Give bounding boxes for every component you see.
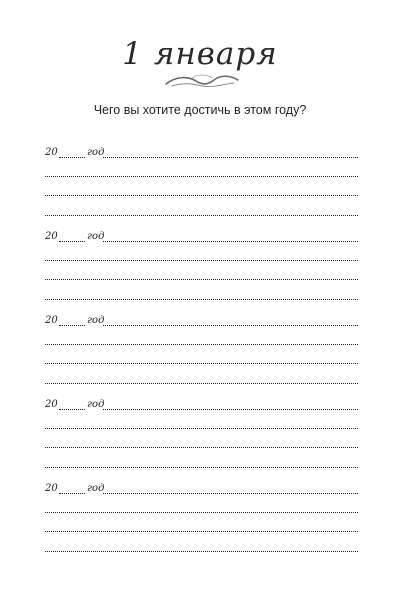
year-blank-line[interactable] <box>59 241 85 242</box>
answer-line[interactable] <box>45 344 358 345</box>
year-row <box>45 313 358 327</box>
decorative-flourish-icon <box>162 72 242 90</box>
answer-line[interactable] <box>103 493 358 494</box>
answer-line[interactable] <box>45 363 358 364</box>
answer-line[interactable] <box>45 447 358 448</box>
page-title: 1 января <box>122 36 278 72</box>
year-blank-line[interactable] <box>59 325 85 326</box>
answer-line[interactable] <box>45 215 358 216</box>
page-question: Чего вы хотите достичь в этом году? <box>93 103 307 117</box>
answer-line[interactable] <box>45 428 358 429</box>
year-blank-line[interactable] <box>59 493 85 494</box>
year-blank-line[interactable] <box>59 409 85 410</box>
year-word: год <box>87 231 105 242</box>
answer-line[interactable] <box>103 241 358 242</box>
year-row <box>45 229 358 243</box>
year-prefix: 20 <box>45 483 58 494</box>
year-word: год <box>87 315 105 326</box>
year-prefix: 20 <box>45 231 58 242</box>
year-row <box>45 397 358 411</box>
year-prefix: 20 <box>45 147 58 158</box>
answer-line[interactable] <box>45 551 358 552</box>
answer-line[interactable] <box>45 195 358 196</box>
year-word: год <box>87 399 105 410</box>
answer-line[interactable] <box>45 512 358 513</box>
answer-line[interactable] <box>45 531 358 532</box>
year-row <box>45 145 358 159</box>
year-row <box>45 481 358 495</box>
answer-line[interactable] <box>45 467 358 468</box>
year-word: год <box>87 147 105 158</box>
answer-line[interactable] <box>45 176 358 177</box>
answer-line[interactable] <box>103 157 358 158</box>
year-prefix: 20 <box>45 399 58 410</box>
answer-line[interactable] <box>103 325 358 326</box>
answer-line[interactable] <box>45 279 358 280</box>
answer-line[interactable] <box>103 409 358 410</box>
year-prefix: 20 <box>45 315 58 326</box>
answer-line[interactable] <box>45 383 358 384</box>
answer-line[interactable] <box>45 299 358 300</box>
year-word: год <box>87 483 105 494</box>
year-blank-line[interactable] <box>59 157 85 158</box>
answer-line[interactable] <box>45 260 358 261</box>
